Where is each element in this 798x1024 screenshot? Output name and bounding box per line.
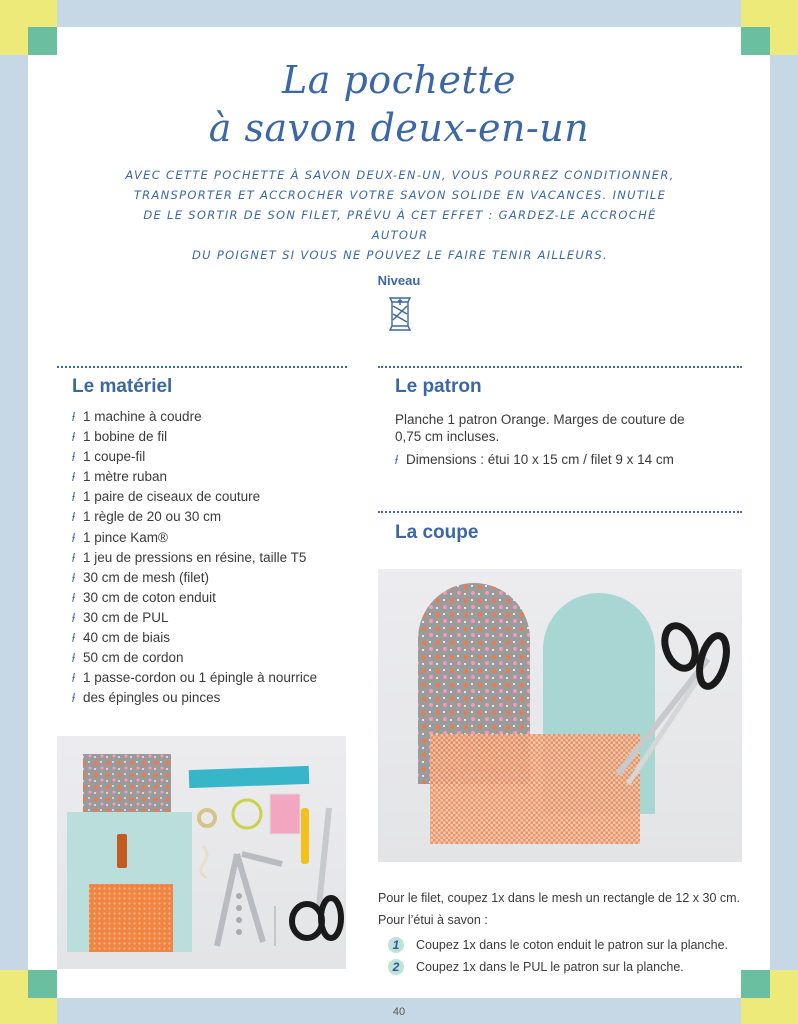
pattern-text-line: Planche 1 patron Orange. Marges de couture de <box>395 412 685 427</box>
dimensions-text: Dimensions : étui 10 x 15 cm / filet 9 x 14 cm <box>406 452 674 467</box>
list-item <box>72 588 317 608</box>
list-item <box>72 507 317 527</box>
list-item <box>72 648 317 668</box>
item-text: des épingles ou pinces <box>83 690 221 706</box>
intro-text <box>120 165 680 265</box>
intro-line: DU POIGNET SI VOUS NE POUVEZ LE FAIRE TENIR AILLEURS. <box>192 248 608 262</box>
needle-bullet-icon: ƚ <box>72 410 75 424</box>
item-text: 1 passe-cordon ou 1 épingle à nourrice <box>83 670 318 686</box>
item-text: 1 mètre ruban <box>83 469 168 485</box>
needle-bullet-icon: ƚ <box>72 490 75 505</box>
case-cut-label: Pour l’étui à savon : <box>378 913 488 927</box>
list-item <box>72 608 317 628</box>
intro-line: DE LE SORTIR DE SON FILET, PRÉVU À CET EFFET : GARDEZ-LE ACCROCHÉ AUTOUR <box>143 208 657 242</box>
cutting-heading: La coupe <box>395 522 479 543</box>
item-text: 1 paire de ciseaux de couture <box>83 489 261 505</box>
page-number: 40 <box>392 1006 406 1018</box>
corner-square <box>28 27 57 55</box>
list-item <box>72 668 317 688</box>
title-line-1: La pochette <box>282 58 516 102</box>
list-item <box>72 447 317 467</box>
pattern-heading: Le patron <box>395 376 482 397</box>
intro-line: TRANSPORTER ET ACCROCHER VOTRE SAVON SOLIDE EN VACANCES. INUTILE <box>133 188 667 202</box>
thread-spool-icon <box>388 296 412 332</box>
step-text: Coupez 1x dans le coton enduit le patron sur la planche. <box>416 938 729 952</box>
list-item <box>72 568 317 588</box>
step-number-badge: 2 <box>388 959 404 975</box>
intro-line: AVEC CETTE POCHETTE À SAVON DEUX-EN-UN, VOUS POURREZ CONDITIONNER, <box>125 168 675 182</box>
cutting-steps <box>388 934 728 978</box>
corner-square <box>741 970 770 998</box>
list-item <box>72 528 317 548</box>
needle-bullet-icon: ƚ <box>72 550 75 565</box>
item-text: 1 machine à coudre <box>83 409 202 424</box>
item-text: 40 cm de biais <box>83 630 171 646</box>
corner-decoration-top-right <box>741 0 798 55</box>
materials-list <box>72 407 317 708</box>
needle-bullet-icon: ƚ <box>72 450 75 465</box>
section-divider <box>57 366 347 368</box>
list-item <box>72 467 317 487</box>
step-number-badge: 1 <box>388 937 404 953</box>
needle-bullet-icon: ƚ <box>72 510 75 525</box>
materials-photo <box>57 736 346 969</box>
cut-pieces-illustration <box>378 569 742 862</box>
section-divider <box>378 511 742 513</box>
page-title <box>0 56 798 152</box>
title-line-2: à savon deux-en-un <box>208 106 590 150</box>
supplies-illustration <box>57 736 346 969</box>
item-text: 30 cm de coton enduit <box>83 589 216 605</box>
list-item <box>72 548 317 568</box>
mesh-cut-instruction: Pour le filet, coupez 1x dans le mesh un rectangle de 12 x 30 cm. <box>378 891 741 905</box>
list-item <box>72 427 317 447</box>
item-text: 1 coupe-fil <box>83 449 146 465</box>
pattern-description <box>395 411 735 445</box>
needle-bullet-icon: ƚ <box>395 453 398 467</box>
item-text: 1 bobine de fil <box>83 429 168 445</box>
cutting-photo <box>378 569 742 862</box>
pattern-text-line: 0,75 cm incluses. <box>395 429 500 444</box>
item-text: 30 cm de mesh (filet) <box>83 569 210 585</box>
item-text: 50 cm de cordon <box>83 650 184 666</box>
needle-bullet-icon: ƚ <box>72 631 75 646</box>
needle-bullet-icon: ƚ <box>72 590 75 605</box>
needle-bullet-icon: ƚ <box>72 430 75 445</box>
item-text: 1 jeu de pressions en résine, taille T5 <box>83 549 307 565</box>
item-text: 1 règle de 20 ou 30 cm <box>83 509 222 525</box>
corner-square <box>741 27 770 55</box>
item-text: 30 cm de PUL <box>83 609 169 625</box>
section-divider <box>378 366 742 368</box>
needle-bullet-icon: ƚ <box>72 671 75 686</box>
needle-bullet-icon: ƚ <box>72 610 75 625</box>
list-item <box>72 628 317 648</box>
corner-square <box>28 970 57 998</box>
materials-heading: Le matériel <box>72 376 173 397</box>
corner-decoration-top-left <box>0 0 57 55</box>
item-text: 1 pince Kam® <box>83 529 168 545</box>
list-item <box>72 487 317 507</box>
step-item <box>388 934 728 956</box>
needle-bullet-icon: ƚ <box>72 651 75 666</box>
needle-bullet-icon: ƚ <box>72 470 75 485</box>
needle-bullet-icon: ƚ <box>72 570 75 585</box>
needle-bullet-icon: ƚ <box>72 530 75 545</box>
level-label: Niveau <box>377 273 421 288</box>
step-text: Coupez 1x dans le PUL le patron sur la planche. <box>416 960 684 974</box>
list-item <box>72 688 317 708</box>
pattern-dimensions <box>395 451 674 468</box>
needle-bullet-icon: ƚ <box>72 691 75 706</box>
step-item <box>388 956 728 978</box>
list-item <box>72 407 317 427</box>
